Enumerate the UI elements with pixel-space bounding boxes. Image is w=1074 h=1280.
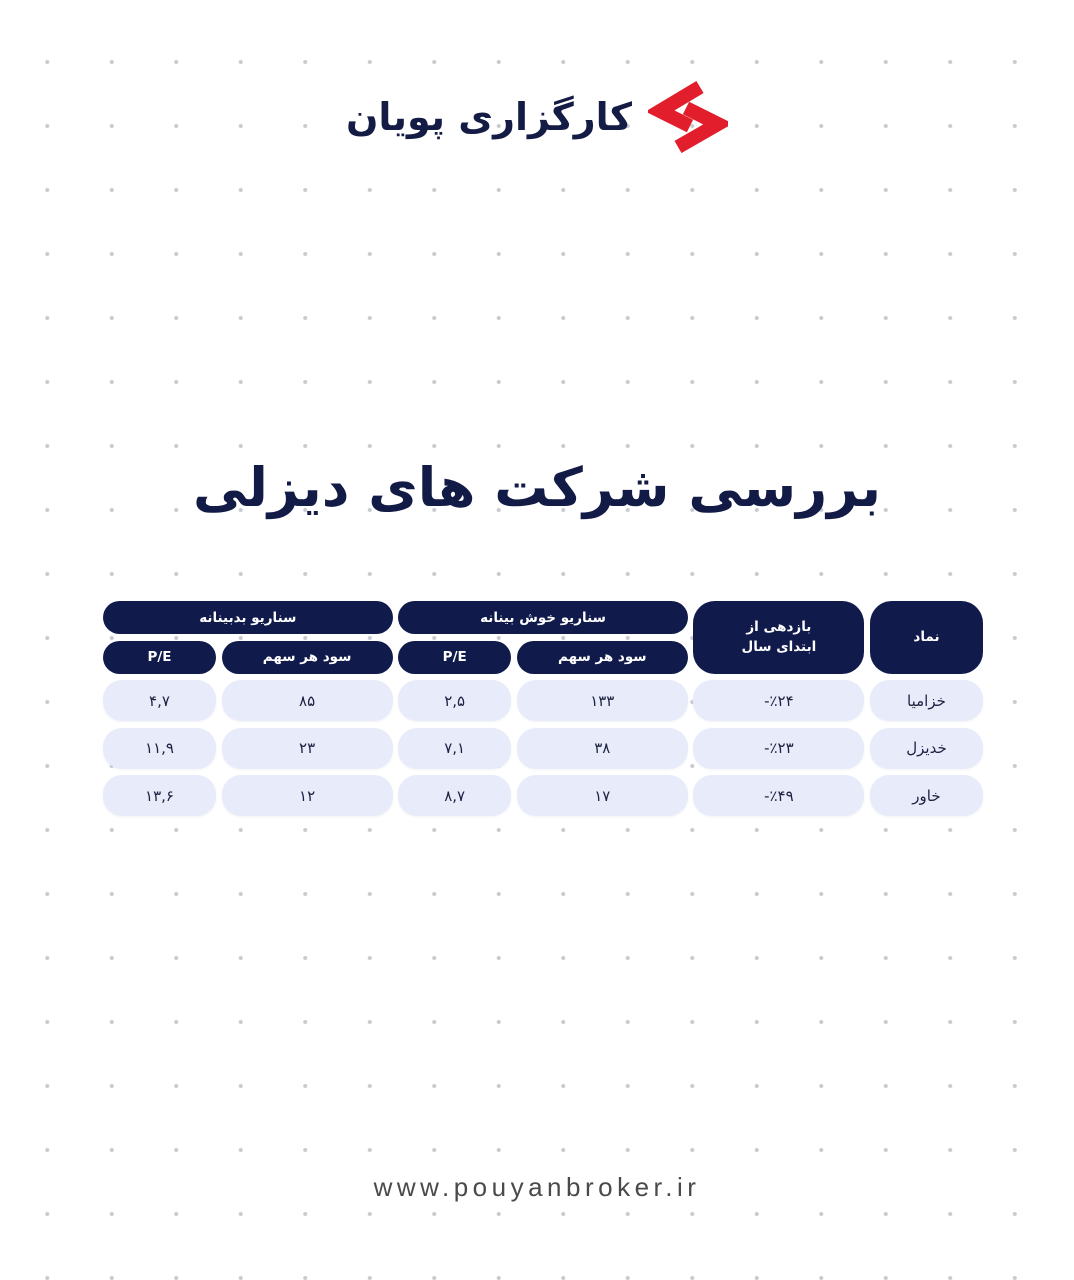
cell-optimistic-pe: ۸,۷ — [398, 775, 511, 816]
cell-optimistic-eps: ۳۸ — [517, 728, 688, 769]
cell-ytd-return: -٪۲۳ — [693, 728, 864, 769]
header-ytd-return-line1: بازدهی از — [746, 619, 812, 636]
cell-ytd-return: -٪۴۹ — [693, 775, 864, 816]
website-url: www.pouyanbroker.ir — [373, 1172, 701, 1202]
brand-logo — [0, 80, 1074, 154]
header-pessimistic-eps: سود هر سهم — [222, 641, 393, 674]
cell-pessimistic-eps: ۸۵ — [222, 680, 393, 721]
cell-pessimistic-pe: ۱۳,۶ — [103, 775, 216, 816]
header-ytd-return-line2: ابتدای سال — [741, 639, 817, 656]
pouyan-logo-mark-icon — [648, 81, 728, 153]
cell-symbol: خزامیا — [870, 680, 983, 721]
diesel-companies-table — [103, 601, 983, 816]
cell-pessimistic-pe: ۱۱,۹ — [103, 728, 216, 769]
cell-symbol: خدیزل — [870, 728, 983, 769]
cell-optimistic-eps: ۱۷ — [517, 775, 688, 816]
page-title: بررسی شرکت های دیزلی — [192, 456, 882, 519]
brand-name: کارگزاری پویان — [346, 95, 633, 139]
cell-pessimistic-pe: ۴,۷ — [103, 680, 216, 721]
cell-symbol: خاور — [870, 775, 983, 816]
header-pessimistic-pe: P/E — [103, 641, 216, 674]
header-optimistic-eps: سود هر سهم — [517, 641, 688, 674]
cell-optimistic-pe: ۲,۵ — [398, 680, 511, 721]
cell-optimistic-pe: ۷,۱ — [398, 728, 511, 769]
cell-pessimistic-eps: ۲۳ — [222, 728, 393, 769]
header-optimistic-scenario: سناریو خوش بینانه — [398, 601, 688, 634]
header-optimistic-pe: P/E — [398, 641, 511, 674]
cell-ytd-return: -٪۲۴ — [693, 680, 864, 721]
header-ytd-return — [693, 601, 864, 674]
header-pessimistic-scenario: سناریو بدبینانه — [103, 601, 393, 634]
cell-pessimistic-eps: ۱۲ — [222, 775, 393, 816]
cell-optimistic-eps: ۱۳۳ — [517, 680, 688, 721]
header-symbol: نماد — [870, 601, 983, 674]
